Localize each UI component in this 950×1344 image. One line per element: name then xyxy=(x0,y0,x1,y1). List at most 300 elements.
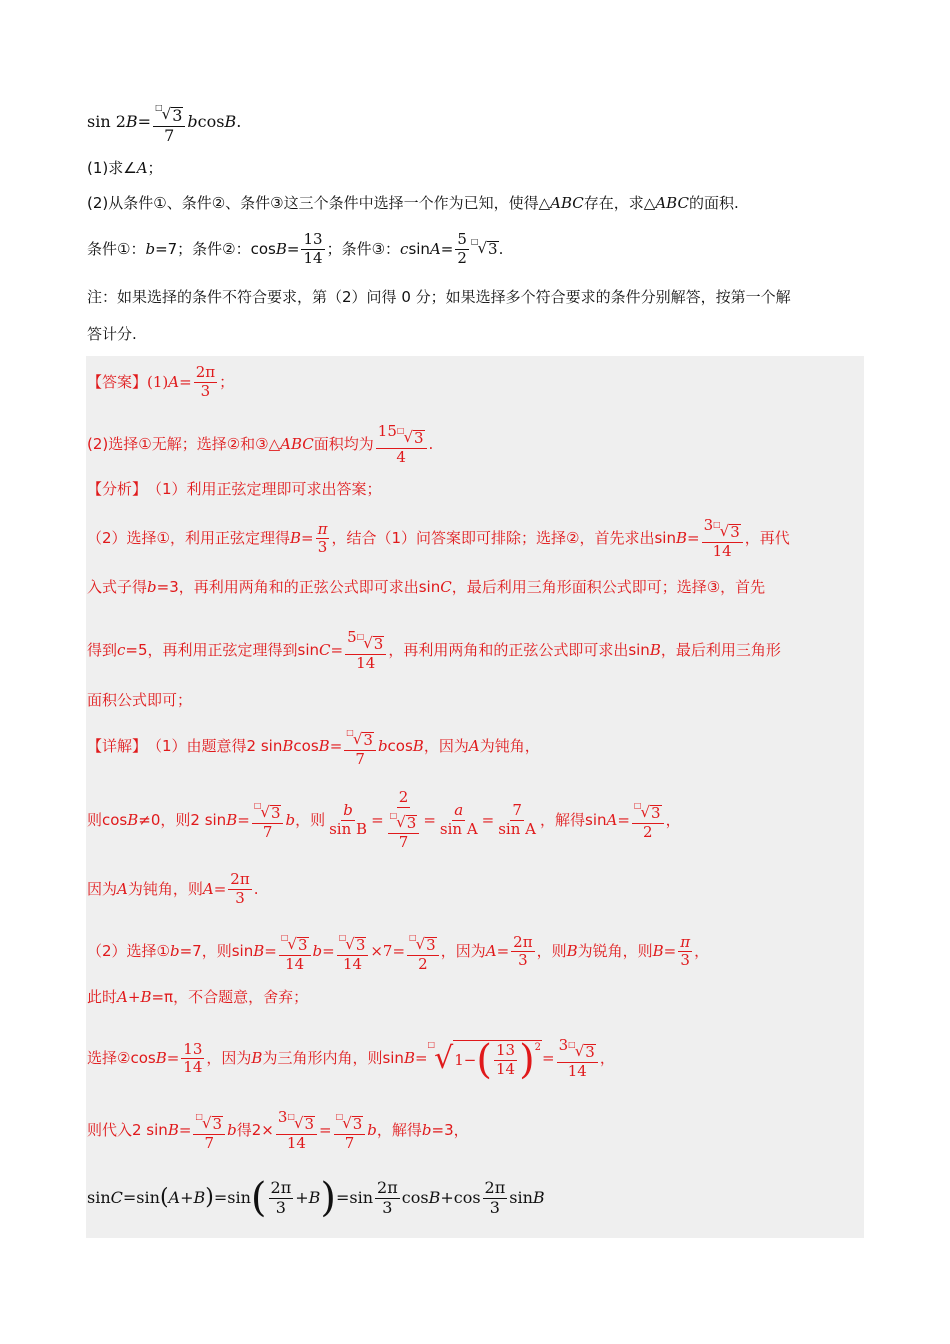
math-token: （2）选择① xyxy=(87,942,170,961)
fraction-root3-2 xyxy=(632,799,664,841)
math-token: ABC xyxy=(655,194,689,212)
math-token: 7 xyxy=(398,832,409,851)
math-token: 3 xyxy=(270,804,281,823)
math-token: B xyxy=(532,1188,545,1208)
math-token: 3 xyxy=(414,429,424,447)
math-token: 3 xyxy=(277,1108,288,1126)
math-token: sin xyxy=(509,1188,533,1208)
math-token: ×7= xyxy=(370,942,406,961)
math-token: 得到 xyxy=(87,641,118,660)
math-token: B xyxy=(675,529,687,548)
math-token: 7 xyxy=(355,749,365,768)
math-token xyxy=(345,630,386,655)
fraction-root3-14 xyxy=(337,931,369,973)
math-token: (1) xyxy=(147,372,169,391)
fraction-root3-7 xyxy=(334,1110,366,1152)
math-token: B xyxy=(403,1049,415,1068)
math-token xyxy=(338,933,367,954)
math-token xyxy=(632,799,664,824)
math-token: □ xyxy=(409,933,417,942)
detail-line-1 xyxy=(87,726,540,768)
math-token: A xyxy=(202,879,214,898)
math-token: ，再利用两角和的正弦公式即可求出sin xyxy=(388,641,650,660)
math-token: 入式子得 xyxy=(87,578,148,596)
math-token: π xyxy=(317,519,328,538)
math-token xyxy=(568,1040,596,1061)
math-token: cos xyxy=(387,737,413,756)
fraction-pi-3 xyxy=(678,932,692,970)
math-token: ( xyxy=(250,1175,267,1222)
math-token: ； xyxy=(219,372,235,391)
question-1 xyxy=(87,161,163,176)
math-token: = xyxy=(301,529,314,548)
math-token: 14 xyxy=(303,248,323,267)
math-token: 条件①： xyxy=(87,239,146,258)
math-token: 2π xyxy=(484,1178,506,1197)
math-token: B xyxy=(308,1188,321,1208)
math-token: √ xyxy=(396,812,406,831)
fraction-b-sinB xyxy=(327,800,369,838)
math-token: 面积公式即可； xyxy=(87,691,193,709)
fraction-2pi-3 xyxy=(269,1180,294,1217)
math-token: ， xyxy=(599,1049,615,1068)
math-token: = xyxy=(663,942,677,961)
math-token: B xyxy=(193,1188,206,1208)
math-token: b xyxy=(227,1121,237,1140)
math-token: C xyxy=(110,1188,123,1208)
math-token: = xyxy=(179,372,192,391)
math-token xyxy=(253,801,282,823)
math-token: =7；条件②：cos xyxy=(155,239,276,258)
math-token xyxy=(388,809,420,834)
math-token: 7 xyxy=(512,800,522,819)
math-token: = xyxy=(264,942,277,961)
math-token: A xyxy=(429,239,441,258)
fraction-3root3-14 xyxy=(557,1038,598,1080)
answer-label: 【答案】 xyxy=(87,372,148,391)
math-token: 1− xyxy=(454,1050,477,1069)
math-token: = xyxy=(322,942,335,961)
math-token: ( xyxy=(476,1037,492,1084)
math-token: ) xyxy=(320,1175,336,1222)
var-b: b xyxy=(187,112,198,132)
math-token: ，则 xyxy=(536,942,567,961)
math-token: 2π xyxy=(377,1178,398,1197)
fraction-root3-7 xyxy=(344,726,376,768)
math-token: +cos xyxy=(440,1188,481,1208)
math-token: 15 xyxy=(377,422,397,440)
math-token: B xyxy=(275,239,287,258)
math-token: 3 xyxy=(363,731,373,749)
math-token: ，再代 xyxy=(744,529,790,548)
math-token: = xyxy=(414,1049,428,1068)
math-token: =5，再利用正弦定理得到sin xyxy=(125,641,320,660)
math-token: 为钝角，则 xyxy=(127,879,203,898)
math-token: =3，再利用两角和的正弦公式即可求出sin xyxy=(156,578,441,596)
math-token: ，解得 xyxy=(376,1121,422,1140)
fraction-root3-7 xyxy=(252,799,284,841)
detail-line-4 xyxy=(87,931,709,973)
math-token xyxy=(713,520,741,541)
math-token: = xyxy=(319,1121,332,1140)
analysis-label: 【分析】 xyxy=(87,480,148,498)
math-token: = xyxy=(542,1049,555,1068)
math-token xyxy=(409,933,437,954)
fraction-a-sinA xyxy=(438,800,480,838)
conditions-line xyxy=(87,232,503,267)
math-token: （1）利用正弦定理即可求出答案； xyxy=(147,480,382,498)
math-token: a xyxy=(454,800,464,819)
math-token: B xyxy=(127,810,139,829)
math-token: A xyxy=(117,879,128,898)
math-token: 7 xyxy=(164,125,175,145)
math-token: 3 xyxy=(518,951,528,970)
math-token: B xyxy=(649,641,661,660)
math-token: □ xyxy=(195,1112,203,1121)
math-token: c xyxy=(400,239,409,258)
math-token: sin xyxy=(87,1188,111,1208)
math-token: 2π xyxy=(195,363,216,381)
math-token: b xyxy=(147,578,157,596)
fraction-root3-14 xyxy=(279,931,311,973)
math-token: 2 xyxy=(534,1042,542,1053)
answer-line-1 xyxy=(87,365,234,400)
math-token: 5 xyxy=(347,628,357,646)
fraction-5root3-14 xyxy=(345,630,386,672)
math-token: □ xyxy=(633,801,642,811)
math-token: B xyxy=(318,737,330,756)
math-token: 则cos xyxy=(87,810,128,829)
answer-line-2 xyxy=(87,424,433,466)
math-token: A xyxy=(168,1188,181,1208)
math-token: 为钝角， xyxy=(479,737,540,756)
math-token: 注：如果选择的条件不符合要求，第（2）问得 0 分；如果选择多个符合要求的条件分别解答，按第一个解 xyxy=(87,288,791,306)
math-token: =3， xyxy=(431,1121,469,1140)
math-token: + xyxy=(127,988,141,1006)
math-token: B xyxy=(290,529,302,548)
math-token: 14 xyxy=(567,1061,587,1080)
fraction-2pi-3 xyxy=(375,1180,400,1217)
math-token: b xyxy=(145,239,156,258)
math-token: 7 xyxy=(262,823,273,842)
math-token xyxy=(346,728,374,749)
math-token: ，解得sin xyxy=(540,810,607,829)
math-token: B xyxy=(253,942,265,961)
math-token: ， xyxy=(694,942,710,961)
detail-line-7 xyxy=(87,1110,469,1152)
math-token: 4 xyxy=(396,447,406,466)
detail-line-6 xyxy=(87,1036,615,1084)
fraction-2pi-3 xyxy=(483,1180,508,1217)
math-token: ，因为 xyxy=(206,1049,252,1068)
math-token: 3 xyxy=(488,240,498,259)
math-token: ≠0，则2 sin xyxy=(138,810,227,829)
math-token: 3 xyxy=(703,516,714,534)
math-token: √ xyxy=(477,239,488,258)
math-token: = xyxy=(481,810,495,829)
math-token xyxy=(702,518,743,543)
math-token: 3 xyxy=(426,936,436,954)
math-token: ，最后利用三角形 xyxy=(660,641,781,660)
math-token xyxy=(389,810,418,832)
math-token: （1）由题意得2 sin xyxy=(147,737,283,756)
question-2 xyxy=(87,196,739,211)
math-token xyxy=(344,726,376,751)
math-token: sin B xyxy=(329,819,368,838)
text: sin 2 xyxy=(87,112,126,132)
math-token: √ xyxy=(434,1041,454,1077)
fraction-2-over-root3-7 xyxy=(386,790,422,850)
math-token: = xyxy=(440,239,454,258)
math-token: □ xyxy=(396,426,405,435)
detail-label: 【详解】 xyxy=(87,737,148,756)
math-token: . xyxy=(428,435,434,454)
fraction-2pi-3 xyxy=(228,872,251,907)
math-token: A xyxy=(168,372,180,391)
math-token: 3 xyxy=(297,936,308,954)
math-token: 2π xyxy=(270,1178,292,1197)
math-token: 3 xyxy=(275,1197,286,1217)
math-token: 面积均为 xyxy=(313,435,374,454)
math-token xyxy=(633,801,662,823)
math-token: √ xyxy=(415,935,426,953)
math-token: 14 xyxy=(285,954,305,973)
math-token: b xyxy=(285,810,296,829)
math-token: C xyxy=(440,578,452,596)
math-token: 3 xyxy=(304,1115,315,1133)
math-token: B xyxy=(155,1049,167,1068)
math-token xyxy=(386,808,422,851)
math-token: B xyxy=(140,988,152,1006)
math-token: ； xyxy=(147,159,163,177)
fraction-3root3-14 xyxy=(702,518,743,560)
math-token: sin A xyxy=(498,819,536,838)
math-token: 13 xyxy=(303,230,323,248)
math-token: 3 xyxy=(651,804,661,823)
math-token: A xyxy=(117,988,128,1006)
math-token xyxy=(195,1112,223,1133)
analysis-line-3 xyxy=(87,580,765,595)
math-token: = xyxy=(237,810,250,829)
math-token: = xyxy=(213,879,227,898)
math-token: ，结合（1）问答案即可排除；选择②，首先求出sin xyxy=(331,529,676,548)
math-token: ，则 xyxy=(295,810,326,829)
math-token: √ xyxy=(719,522,730,540)
detail-line-8 xyxy=(87,1175,545,1222)
math-token: 答计分. xyxy=(87,325,137,343)
math-token: 2π xyxy=(513,932,533,951)
math-token: □ xyxy=(389,810,398,820)
math-token: 2 xyxy=(418,954,428,973)
fraction-15root3-4 xyxy=(376,424,427,466)
math-token: C xyxy=(319,641,331,660)
math-token: A xyxy=(468,737,480,756)
text: cos xyxy=(197,112,225,132)
math-token: = xyxy=(686,529,700,548)
math-token: 2π xyxy=(230,870,250,888)
math-token xyxy=(376,424,427,449)
math-token: ，因为 xyxy=(440,942,486,961)
math-token: 3 xyxy=(212,1115,223,1133)
math-token: □ xyxy=(356,632,365,641)
math-token: c xyxy=(117,641,126,660)
math-token: B xyxy=(566,942,578,961)
math-token: =sin xyxy=(122,1188,160,1208)
fraction-root3-2 xyxy=(407,931,439,973)
math-token: cos xyxy=(401,1188,429,1208)
math-token: b xyxy=(170,942,180,961)
analysis-line-4 xyxy=(87,630,781,672)
math-token xyxy=(494,1043,517,1078)
math-token: 3 xyxy=(730,523,740,541)
fraction-3root3-14 xyxy=(276,1110,317,1152)
math-token xyxy=(337,931,369,956)
math-token xyxy=(356,632,385,653)
math-token xyxy=(335,1112,364,1133)
math-token: = xyxy=(286,239,300,258)
math-token: 5 xyxy=(457,230,467,248)
detail-line-5 xyxy=(87,990,308,1005)
detail-line-3 xyxy=(87,872,258,907)
math-token: □ xyxy=(427,1039,436,1049)
math-token: √ xyxy=(352,730,363,748)
math-token xyxy=(396,426,425,447)
math-token: 3 xyxy=(172,106,183,125)
math-token: （2）选择①，利用正弦定理得 xyxy=(87,529,290,548)
math-token: B xyxy=(652,942,664,961)
math-token: 则代入2 sin xyxy=(87,1121,168,1140)
math-token: 3 xyxy=(585,1043,595,1061)
math-token: = xyxy=(496,942,510,961)
math-token: sin A xyxy=(439,819,478,838)
math-token: 的面积. xyxy=(688,194,739,212)
math-token: ，最后利用三角形面积公式即可；选择③，首先 xyxy=(451,578,766,596)
analysis-line-5 xyxy=(87,693,192,708)
math-token: 2 xyxy=(457,248,467,267)
math-token: √ xyxy=(342,1114,352,1132)
fraction-pi-3 xyxy=(316,519,330,557)
math-token: 14 xyxy=(495,1059,516,1078)
math-token: b xyxy=(343,800,353,819)
math-token: 因为 xyxy=(87,879,118,898)
math-token: B xyxy=(167,1121,179,1140)
fraction-13-14 xyxy=(301,232,324,267)
math-token xyxy=(252,799,284,824)
math-token: = xyxy=(178,1121,192,1140)
analysis-line-2 xyxy=(87,518,790,560)
math-token: 3 xyxy=(489,1197,500,1217)
math-token: =sin xyxy=(336,1188,374,1208)
fraction-root3-7 xyxy=(193,1110,225,1152)
math-token: π xyxy=(680,932,691,951)
math-token: = xyxy=(617,810,630,829)
math-token: = xyxy=(330,641,344,660)
math-token: 13 xyxy=(183,1039,203,1058)
math-token xyxy=(155,103,183,125)
math-token: 14 xyxy=(183,1058,203,1077)
fraction-13-14 xyxy=(181,1039,204,1077)
math-token: sin xyxy=(408,239,430,258)
math-token: cos xyxy=(293,737,319,756)
fraction-7-sinA xyxy=(496,800,538,838)
math-token: □ xyxy=(346,728,354,737)
math-token: B xyxy=(428,1188,441,1208)
math-token: 7 xyxy=(204,1133,215,1152)
text: . xyxy=(236,112,242,132)
math-token: □ xyxy=(470,237,479,247)
var-B: B xyxy=(224,112,237,132)
math-token: =π，不合题意，舍弃； xyxy=(151,988,309,1006)
math-token: =7，则sin xyxy=(179,942,254,961)
math-token: ， xyxy=(665,810,681,829)
math-token xyxy=(276,1110,317,1135)
math-token: 3 xyxy=(235,888,245,907)
math-token xyxy=(557,1038,598,1063)
math-token xyxy=(334,1110,366,1135)
math-token: √ xyxy=(287,935,297,953)
fraction-2pi-3 xyxy=(194,365,217,400)
note-line-1 xyxy=(87,290,791,305)
math-token: 3 xyxy=(200,381,211,400)
math-token: (2)从条件①、条件②、条件③这三个条件中选择一个作为已知，使得△ xyxy=(87,194,551,212)
math-token: 存在，求△ xyxy=(583,194,656,212)
math-token: + xyxy=(180,1188,194,1208)
math-token: = xyxy=(371,810,384,829)
math-token: B xyxy=(226,810,238,829)
math-token: b xyxy=(367,1121,377,1140)
math-token: □ xyxy=(287,1112,295,1121)
math-token: √ xyxy=(201,1114,212,1132)
math-token: = xyxy=(329,737,343,756)
math-token: = xyxy=(423,810,436,829)
math-token: □ xyxy=(338,933,347,942)
math-token: □ xyxy=(568,1040,576,1049)
math-token: □ xyxy=(335,1112,344,1121)
problem-line-given xyxy=(87,100,241,145)
math-token: (2)选择①无解；选择②和③△ xyxy=(87,435,281,454)
math-token: ABC xyxy=(550,194,584,212)
var-B: B xyxy=(125,112,138,132)
math-token: 为锐角，则 xyxy=(577,942,653,961)
text: = xyxy=(137,112,152,132)
math-token: 此时 xyxy=(87,988,118,1006)
math-token: √ xyxy=(161,105,172,123)
fraction-5-2 xyxy=(455,232,469,267)
math-token: 3 xyxy=(558,1036,569,1054)
math-token: ；条件③： xyxy=(326,239,401,258)
math-token xyxy=(153,100,185,127)
math-token xyxy=(279,931,311,956)
math-token: 2 xyxy=(398,788,409,806)
math-token: 为三角形内角，则sin xyxy=(262,1049,404,1068)
math-token: = xyxy=(166,1049,180,1068)
math-token: √ xyxy=(640,803,651,822)
math-token: 3 xyxy=(317,538,328,557)
math-token xyxy=(407,931,439,956)
math-token: □ xyxy=(280,933,289,942)
math-token: B xyxy=(412,737,424,756)
math-token xyxy=(388,809,420,851)
math-token: . xyxy=(253,879,259,898)
math-token: 选择②cos xyxy=(87,1049,156,1068)
math-token: √ xyxy=(574,1042,585,1060)
note-line-2 xyxy=(87,327,137,342)
math-token: 2 xyxy=(642,823,653,842)
math-token: 3 xyxy=(680,951,690,970)
math-token: A xyxy=(606,810,618,829)
math-token: √ xyxy=(403,428,413,446)
math-token: √ xyxy=(293,1114,304,1132)
